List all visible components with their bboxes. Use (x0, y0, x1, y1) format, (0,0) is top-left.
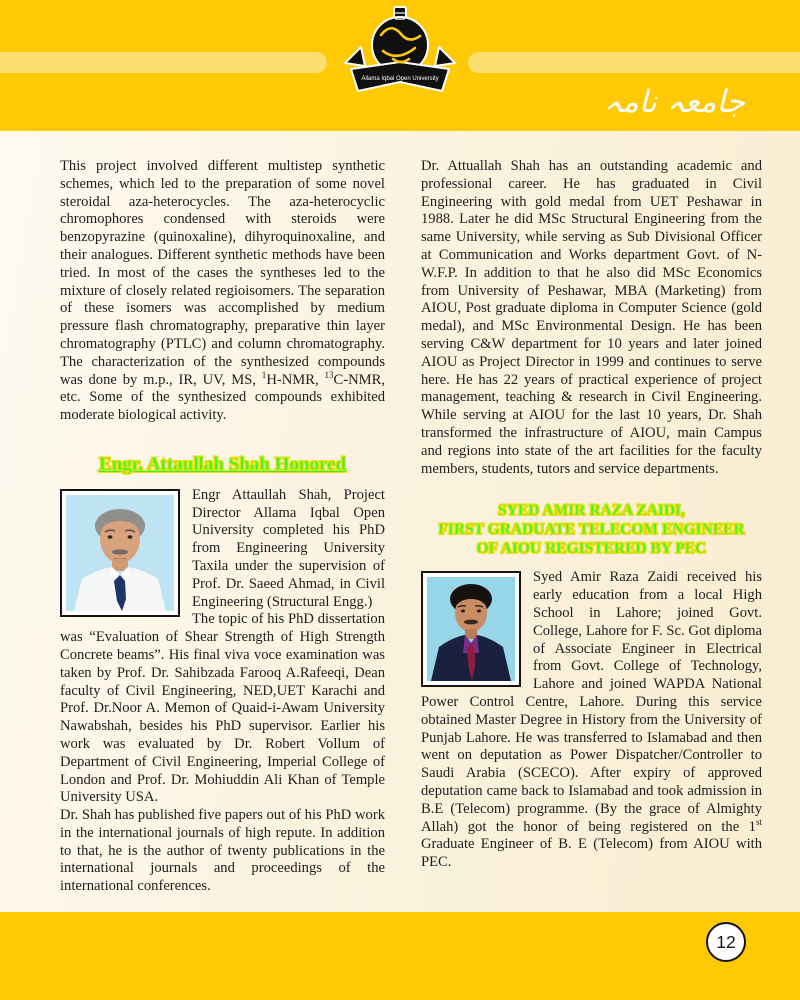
crest-banner-text: Allama Iqbal Open University (361, 76, 439, 82)
attaullah-shah-intro-paragraph: Engr Attaullah Shah, Project Director Allama Iqbal Open University completed his PhD from Engineering University Taxila under the supervision of Prof. Dr. Saeed Ahmad, in Civil Engineering (Structural Engg.) (192, 486, 385, 610)
portrait-photo-syed-amir-raza-zaidi (421, 571, 521, 687)
header-band (0, 0, 800, 131)
page-number: 12 (716, 931, 736, 952)
page-body (0, 131, 800, 912)
attuallah-shah-career-paragraph: Dr. Attuallah Shah has an outstanding academic and professional career. He has graduated in Civil Engineering with gold medal from UET Peshawar in 1988. Later he did MSc Structural Engineering from the same University, while serving as Sub Divisional Officer at Communication and Works department Govt. of N-W.F.P. In addition to that he also did MSc Economics from University of Peshawar, MBA (Marketing) from AIOU, Post graduate diploma in Computer Science (gold medal), and MSc Environmental Design. He has been serving C&W department for 10 years and later joined AIOU as Project Director in 1999 and continues to serve here. He has 22 years of practical experience of project management, teaching & research in Civil Engineering. While serving at AIOU for the last 10 years, Dr. Shah transformed the infrastructure of AIOU, main Campus and regions into state of the art facilities for the faculty members, students, tutors and service departments. (421, 158, 762, 477)
phd-dissertation-paragraph: The topic of his PhD dissertation was “Evaluation of Shear Strength of High Strength Concrete beams”. His final viva voce examination was taken by Prof. Dr. Sahibzada Farooq A.Rafeeqi, Dean faculty of Civil Engineering, NED,UET Karachi and Prof. Dr.Noor A. Memon of Quaid-i-Awam University Nawabshah, besides his PhD supervisor. Earlier his work was evaluated by Dr. Robert Vollum of Department of Civil Engineering, Imperial College of London and Prof. Dr. Mohiuddin Ali Khan of Temple University USA. (60, 611, 385, 806)
heading-line-1: SYED AMIR RAZA ZAIDI, (498, 502, 685, 520)
syed-amir-raza-zaidi-paragraph: Syed Amir Raza Zaidi received his early education from a local High School in Lahore; joined Govt. College, Lahore for F. Sc. Got diploma of Associate Engineer in Electrical from Govt. College of Technology, Lahore and joined WAPDA National Power Control Centre, Lahore. During this service obtained Master Degree in History from the University of Punjab Lahore. He was transferred to Islamabad and then went on deputation as Power Dispatcher/Controller to Saudi Arabia (SCECO). After expiry of approved deputation came back to Islamabad and took admission in B.E (Telecom) programme. (By the grace of Almighty Allah) got the honor of being registered on the 1st Graduate Engineer of B. E (Telecom) from AIOU with PEC. (421, 569, 762, 871)
header-stripe-right (468, 52, 800, 73)
heading-line-2: FIRST GRADUATE TELECOM ENGINEER (438, 521, 745, 539)
left-column (60, 158, 385, 896)
portrait-illustration (427, 577, 515, 681)
portrait-photo-attaullah-shah (60, 489, 180, 617)
project-summary-paragraph: This project involved different multistep synthetic schemes, which led to the preparation of some novel steroidal aza-heterocycles. The aza-heterocyclic chromophores condensed with steroids were benzopyrazine (quinoxaline), dihyroquinoxaline, and their analogues. Different synthetic methods have been tried. In most of the cases the syntheses led to the mixture of closely related regioisomers. The separation of these isomers was accomplished by medium pressure flash chromatography, preparative thin layer chromatography (PTLC) and column chromatography. The characterization of the synthesized compounds was done by m.p., IR, UV, MS, $^1$H-NMR, $^{13}$C-NMR, etc. Some of the synthesized compounds exhibited moderate biological activity. (60, 158, 385, 424)
article-heading-syed-amir-raza-zaidi (421, 501, 762, 558)
article-heading-attaullah-shah: Engr. Attaullah Shah Honored (98, 453, 347, 475)
university-crest-icon (343, 5, 457, 109)
publications-paragraph: Dr. Shah has published five papers out of his PhD work in the international journals of high repute. In addition to that, he is the author of twenty publications in the international journals and proceedings of the international conferences. (60, 807, 385, 895)
page-number-badge (706, 922, 746, 962)
right-column (421, 158, 762, 896)
heading-line-3: OF AIOU REGISTERED BY PEC (476, 540, 707, 558)
header-stripe-left (0, 52, 327, 73)
footer-band (0, 912, 800, 1000)
newsletter-title-urdu: جامعہ نامہ (603, 84, 745, 120)
portrait-illustration (66, 495, 174, 611)
